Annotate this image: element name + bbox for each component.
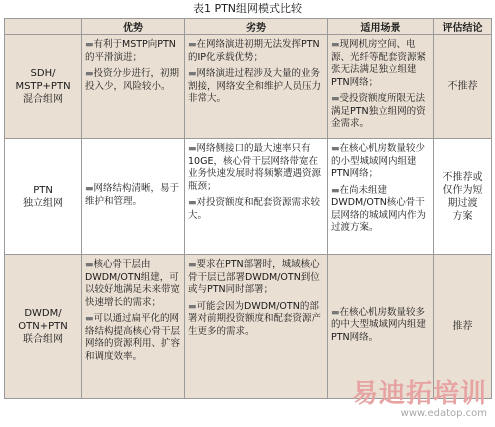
header-scenarios: 适用场景 (328, 19, 434, 35)
mode-cell: PTN 独立组网 (5, 139, 82, 255)
mode-cell: SDH/ MSTP+PTN 混合组网 (5, 35, 82, 139)
disadvantages-cell: ▬要求在PTN部署时，城域核心骨干层已部署DWDM/OTN到位或与PTN同时部署； ▬可能会因为DWDM/OTN的部署对前期投资额度和配套资源产生更多的需求。 (185, 255, 328, 399)
scenarios-cell: ▬在核心机房数量较少的小型城域网内组建PTN网络； ▬在尚未组建DWDM/OTN核心骨干层网络的城域网内作为过渡方案。 (328, 139, 434, 255)
bullet-icon: ▬ (188, 40, 197, 50)
advantages-cell: ▬有利于MSTP向PTN的平滑演进； ▬投资分步进行，初期投入少，风险较小。 (82, 35, 185, 139)
ptn-comparison-table (4, 18, 492, 399)
watermark-url: www.edatop.com (400, 408, 487, 419)
header-mode (5, 19, 82, 35)
bullet-icon: ▬ (85, 40, 94, 50)
bullet-icon: ▬ (331, 94, 340, 104)
bullet-icon: ▬ (331, 40, 340, 50)
bullet-icon: ▬ (85, 314, 94, 324)
watermark (352, 373, 487, 419)
table-title: 表1 PTN组网模式比较 (192, 2, 303, 15)
verdict-cell: 不推荐 (434, 35, 492, 139)
bullet-icon: ▬ (188, 301, 197, 312)
disadvantages-cell: ▬网络侧接口的最大速率只有10GE，核心骨干层网络带宽在业务快速发展时将频繁遭遇资源瓶颈； ▬对投资额度和配套资源需求较大。 (185, 139, 328, 255)
bullet-icon: ▬ (188, 260, 197, 270)
bullet-icon: ▬ (188, 144, 197, 154)
watermark-text: 易迪拓培训 (351, 379, 487, 409)
bullet-icon: ▬ (188, 198, 197, 208)
bullet-icon: ▬ (85, 69, 94, 79)
bullet-icon: ▬ (331, 307, 340, 318)
header-verdict: 评估结论 (434, 19, 492, 35)
bullet-icon: ▬ (188, 69, 197, 79)
disadvantages-cell: ▬在网络演进初期无法发挥PTN的IP化承载优势； ▬网络演进过程涉及大量的业务割接，网络安全和维护人员压力非常大。 (185, 35, 328, 139)
bullet-icon: ▬ (331, 185, 340, 196)
bullet-icon: ▬ (85, 184, 94, 194)
header-row (5, 19, 492, 35)
advantages-cell: ▬网络结构清晰，易于维护和管理。 (82, 139, 185, 255)
table-row (5, 35, 492, 139)
advantages-cell: ▬核心骨干层由DWDM/OTN组建，可以较好地满足未来带宽快速增长的需求； ▬可以通过扁平化的网络结构提高核心骨干层网络的资源利用、扩容和调度效率。 (82, 255, 185, 399)
verdict-cell: 不推荐或 仅作为短 期过渡 方案 (434, 139, 492, 255)
table-row (5, 139, 492, 255)
bullet-icon: ▬ (331, 144, 340, 154)
mode-cell: DWDM/ OTN+PTN 联合组网 (5, 255, 82, 399)
header-disadvantages: 劣势 (185, 19, 328, 35)
verdict-cell: 推荐 (434, 255, 492, 399)
bullet-icon: ▬ (85, 260, 94, 270)
header-advantages: 优势 (82, 19, 185, 35)
scenarios-cell: ▬在核心机房数量较多的中大型城域网内组建PTN网络。 (328, 255, 434, 399)
scenarios-cell: ▬现网机房空间、电源、光纤等配套资源紧张无法满足独立组建PTN网络； ▬受投资额度所限无法满足PTN独立组网的资金需求。 (328, 35, 434, 139)
